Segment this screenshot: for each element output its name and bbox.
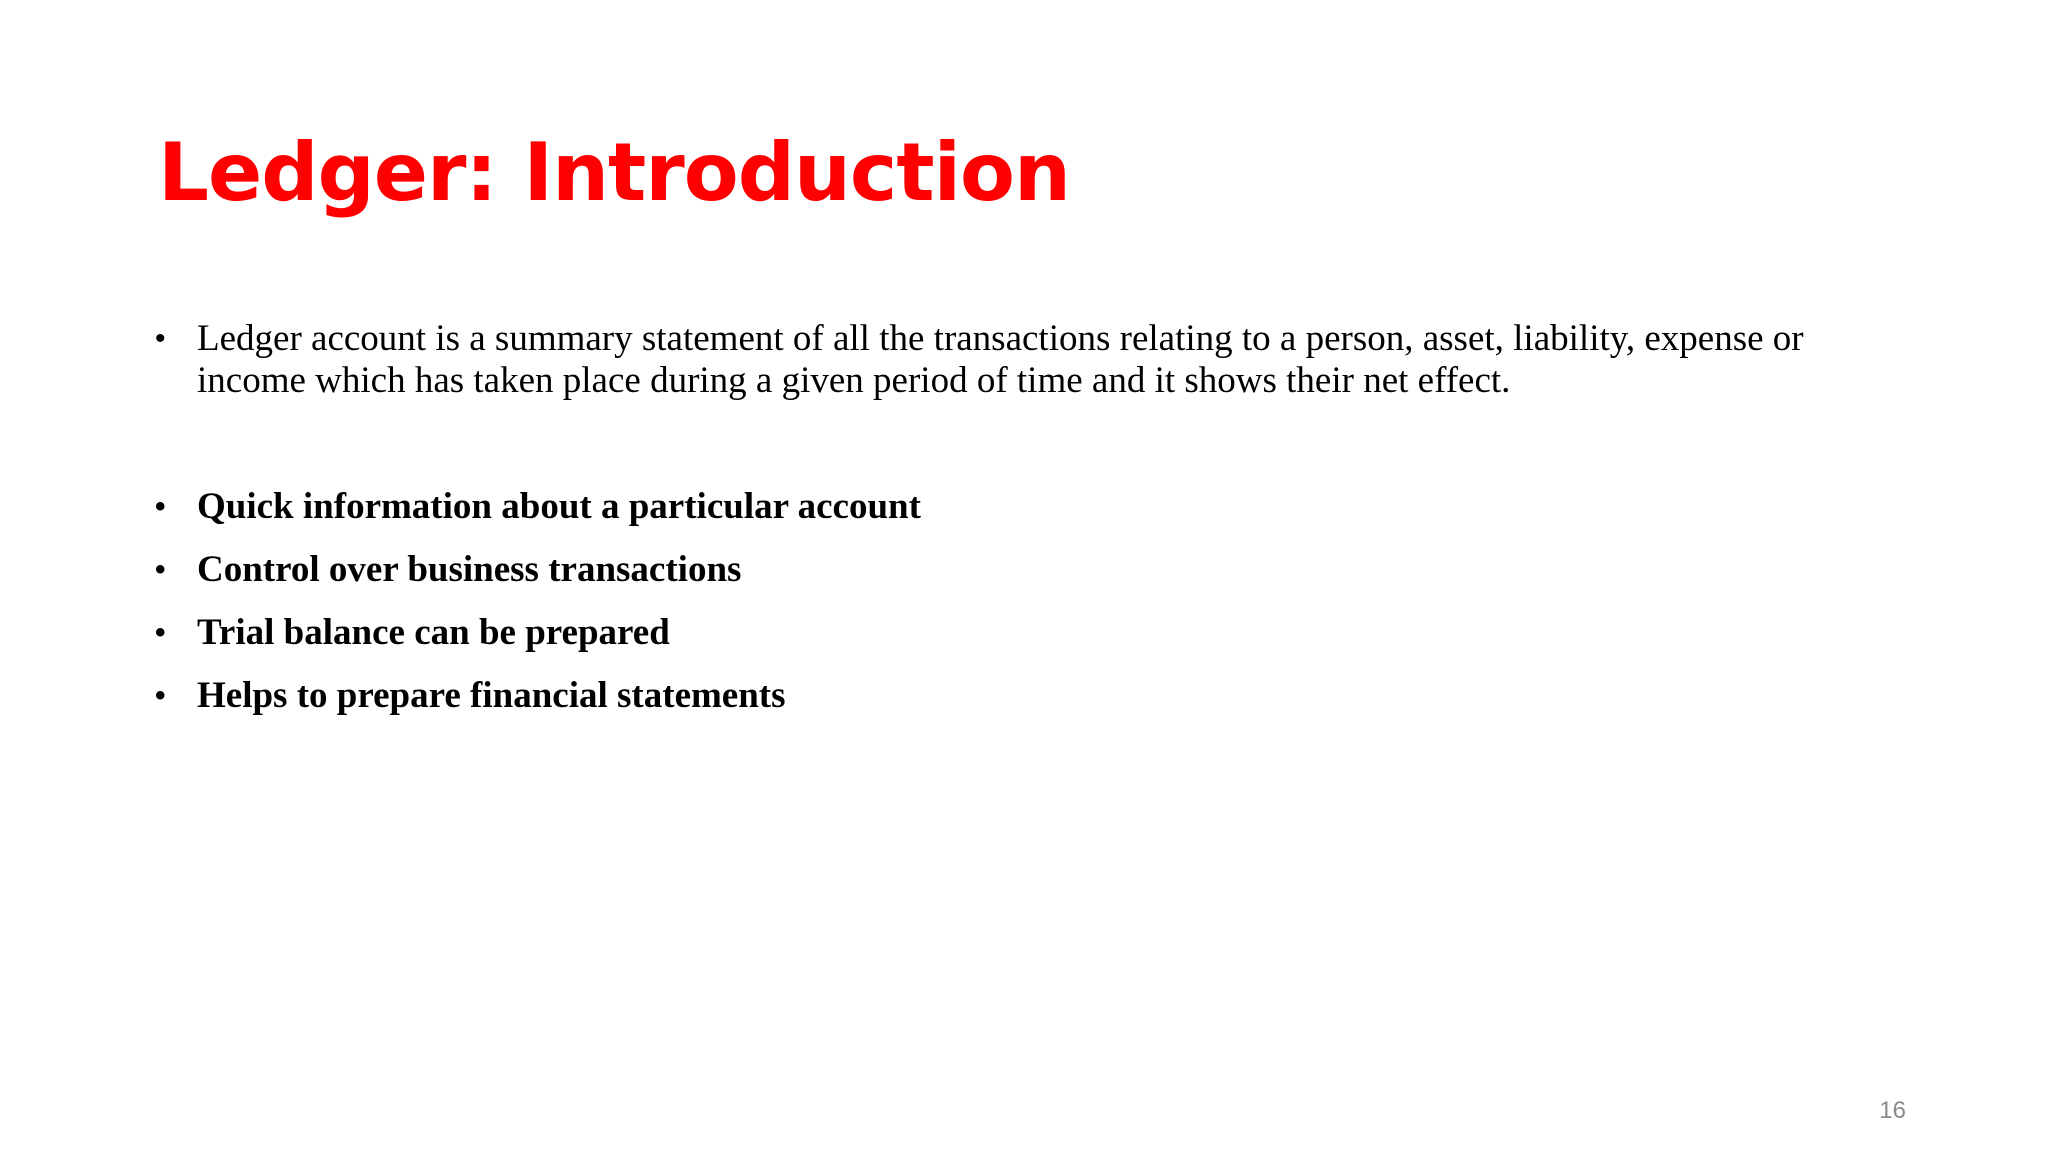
bullet-text: Ledger account is a summary statement of all the transactions relating to a person, asset, liability, expense or income which has taken place during a given period of time and it shows their net effect. <box>197 318 1804 401</box>
bullet-text: Trial balance can be prepared <box>197 612 670 653</box>
bullet-icon: • <box>155 490 166 523</box>
bullet-icon: • <box>155 679 166 712</box>
bullet-list <box>155 318 1905 738</box>
bullet-text: Helps to prepare financial statements <box>197 675 786 716</box>
bullet-item-trial-balance <box>155 612 1905 654</box>
page-number: 16 <box>1879 1097 1906 1124</box>
bullet-item-quick-information <box>155 486 1905 528</box>
bullet-icon: • <box>155 322 166 355</box>
slide-title: Ledger: Introduction <box>158 126 1070 219</box>
bullet-text: Control over business transactions <box>197 549 742 590</box>
bullet-text: Quick information about a particular account <box>197 486 921 527</box>
bullet-icon: • <box>155 616 166 649</box>
bullet-icon: • <box>155 553 166 586</box>
bullet-item-control <box>155 549 1905 591</box>
bullet-item-financial-statements <box>155 675 1905 717</box>
bullet-item-definition <box>155 318 1905 402</box>
